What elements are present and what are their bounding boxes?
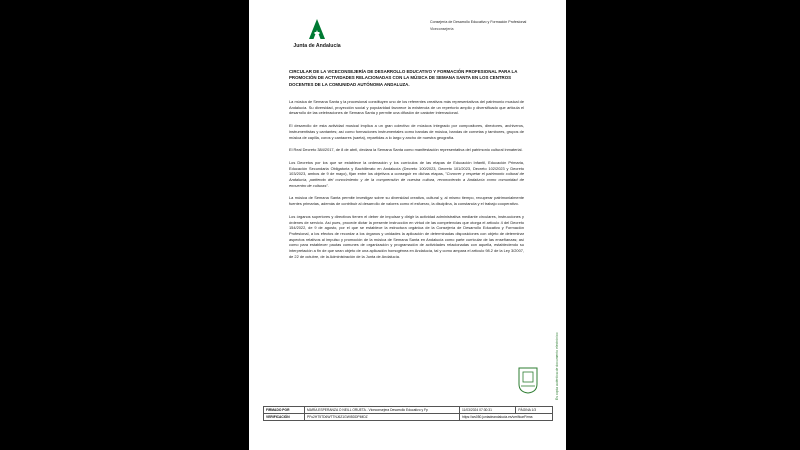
signature-date: 11/03/2024 07:30:31	[459, 407, 515, 414]
signer-name: MARÍA ESPERANZA O NEILL ORUETA - Viceconsejera Desarrollo Educativo y Fp	[305, 407, 460, 414]
document-body	[289, 99, 524, 266]
official-seal-icon	[517, 366, 539, 394]
document-title: CIRCULAR DE LA VICECONSEJERÍA DE DESARROLLO EDUCATIVO Y FORMACIÓN PROFESIONAL PARA LA PROMOCIÓN DE ACTIVIDADES RELACIONADAS CON LA MÚSICA DE SEMANA SANTA EN LOS CENTROS DOCENTES DE LA COMUNIDAD AUTÓNOMA ANDALUZA.	[289, 69, 518, 87]
paragraph-4: La música de Semana Santa permite investigar sobre su diversidad creativa, cultural y, al mismo tiempo, recuperar patrimonialmente fuentes primarias, además de contribuir al desarrollo de valores como el esfuerzo, la disciplina, la constancia y el trabajo cooperativo.	[289, 195, 524, 207]
decrees-quote: "Conocer y respetar el patrimonio cultural de Andalucía, partiendo del conocimiento y de la comprensión de nuestra cultura, reconociendo a Andalucía como comunidad de encuentro de culturas".	[289, 171, 524, 188]
paragraph-5: Los órganos superiores y directivos tienen el deber de impulsar y dirigir la actividad administrativa mediante circulares, instrucciones y órdenes de servicio. Así pues, procede dictar la presente instrucción en virtud de las competencias que otorga el artículo 4 del Decreto 154/2022, de 9 de agosto, por el que se establece la estructura orgánica de la Consejería de Desarrollo Educativo y Formación Profesional, a los efectos de recordar a los órganos y unidades la aplicación de determinadas disposiciones con objeto de determinar aspectos relativos al impulso y promoción de la música de Semana Santa en Andalucía como parte curricular de las enseñanzas; así como para establecer pautas comunes de organización y programación de actividades relacionadas con aquella, estableciendo su interpretación a fin de que sean objeto de una aplicación homogénea en Andalucía, tal y como ampara el artículo 98.2 de la Ley 3/2007, de 22 de octubre, de la Administración de la Junta de Andalucía.	[289, 213, 524, 259]
verification-code: PFu2HT5TD6WTTNJ6Z1GWI5DDPIMDZ	[305, 414, 460, 421]
logo-text: Junta de Andalucía	[293, 43, 341, 49]
paragraph-decrees	[289, 160, 524, 189]
sub-department-name: Viceconsejería	[430, 27, 454, 32]
verification-label: VERIFICACIÓN	[264, 414, 305, 421]
document-page	[249, 0, 566, 450]
junta-logo-icon	[306, 18, 328, 40]
footer-row-signed	[264, 407, 553, 414]
decrees-text: Los Decretos por los que se establece la ordenación y los currículos de las etapas de Educación Infantil, Educación Primaria, Educación Secundaria Obligatoria y Bachillerato en Andalucía (Decreto 100/2023, Decreto 101/2023, Decreto 102/2023 y Decreto 103/2023, ambos de 9 de mayo), fijan entre los objetivos a conseguir en dichas etapas,	[289, 159, 524, 177]
signed-by-label: FIRMADO POR	[264, 407, 305, 414]
header-department-block	[430, 20, 550, 32]
authenticity-side-text: Es copia auténtica de documento electrónico	[555, 332, 559, 400]
footer-row-verification	[264, 414, 553, 421]
paragraph-1: La música de Semana Santa y la procesional constituyen uno de los referentes creativos más representativos del patrimonio musical de Andalucía. Su diversidad, proyección social y popularidad favorece la existencia de un repertorio amplio y diversificado que articula el desarrollo de las celebraciones de Semana Santa y permite una difusión de carácter internacional.	[289, 99, 524, 116]
junta-logo	[287, 18, 347, 49]
signature-footer	[263, 406, 553, 421]
department-name: Consejería de Desarrollo Educativo y Formación Profesional	[430, 20, 527, 24]
page-number: PÁGINA 1/3	[516, 407, 553, 414]
paragraph-2: El desarrollo de esta actividad musical implica a un gran colectivo de músicos integrado por compositores, directores, archiveros, instrumentistas y cantantes; así como formaciones instrumentales como bandas de música, bandas de cornetas y tambores, grupos de música de capilla, coros y cantaores (saeta), repartidas a lo largo y ancho de nuestra geografía.	[289, 123, 524, 140]
verification-url[interactable]: https://ws050.juntadeandalucia.es/verificarFirma	[459, 414, 552, 421]
paragraph-3: El Real Decreto 384/2017, de 8 de abril, declara la Semana Santa como manifestación representativa del patrimonio cultural inmaterial.	[289, 147, 523, 153]
